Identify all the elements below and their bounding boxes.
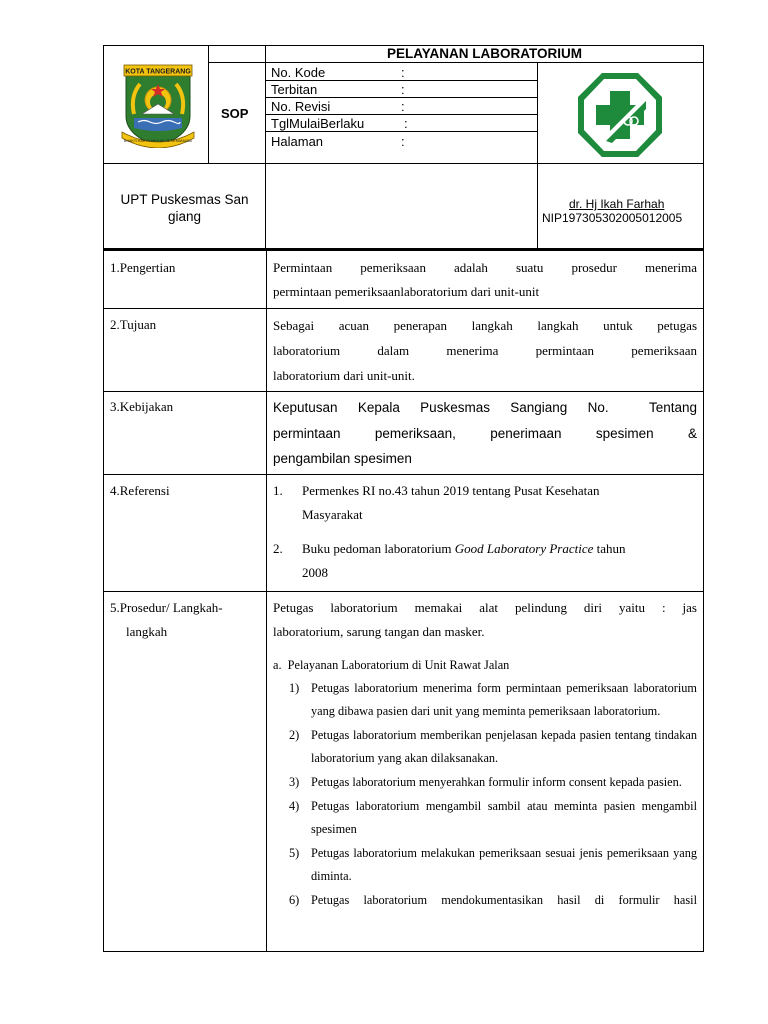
referensi-item-text: tahun bbox=[593, 541, 626, 556]
org-name-line1: UPT Puskesmas San bbox=[120, 192, 249, 207]
procedure-step bbox=[273, 771, 697, 794]
signer-name: dr. Hj Ikah Farhah bbox=[569, 197, 665, 211]
referensi-item-line1: Permenkes RI no.43 tahun 2019 tentang Pusat Kesehatan bbox=[302, 483, 600, 498]
row-prosedur bbox=[103, 592, 704, 952]
kebijakan-line2: permintaan pemeriksaan, penerimaan spesimen & bbox=[273, 425, 697, 441]
procedure-step-number: 1) bbox=[289, 681, 300, 695]
emblem-banner-text: KOTA TANGERANG bbox=[125, 68, 191, 76]
procedure-step bbox=[273, 842, 697, 888]
kota-tangerang-emblem-icon bbox=[120, 62, 196, 148]
field-no-revisi: No. Revisi bbox=[271, 99, 331, 114]
kebijakan-line1: Keputusan Kepala Puskesmas Sangiang No. Tentang bbox=[273, 400, 697, 415]
referensi-item-italic: Good Laboratory Practice bbox=[454, 541, 594, 556]
puskesmas-logo-icon bbox=[572, 69, 668, 161]
prosedur-label-line2: langkah bbox=[126, 624, 168, 639]
content-pengertian bbox=[273, 256, 697, 304]
procedure-step bbox=[273, 677, 697, 723]
field-colon: : bbox=[401, 65, 405, 80]
procedure-step bbox=[273, 795, 697, 841]
prosedur-sub-a: a. Pelayanan Laboratorium di Unit Rawat Jalan bbox=[273, 658, 510, 672]
referensi-item-number: 2. bbox=[273, 541, 283, 556]
pengertian-line1: Permintaan pemeriksaan adalah suatu prosedur menerima bbox=[273, 260, 697, 275]
org-name-line2: giang bbox=[167, 209, 202, 224]
field-terbitan: Terbitan bbox=[271, 82, 318, 97]
prosedur-intro-line1: Petugas laboratorium memakai alat pelindung diri yaitu : jas bbox=[273, 600, 697, 615]
prosedur-steps bbox=[273, 677, 697, 912]
label-prosedur bbox=[110, 596, 223, 644]
procedure-step-number: 6) bbox=[289, 893, 300, 907]
row-referensi bbox=[103, 475, 704, 592]
field-halaman: Halaman bbox=[271, 134, 324, 149]
prosedur-intro-line2: laboratorium, sarung tangan dan masker. bbox=[273, 624, 485, 639]
procedure-step-text: Petugas laboratorium memberikan penjelasan kepada pasien tentang tindakan laboratorium yang akan dilaksanakan. bbox=[311, 728, 697, 765]
procedure-step-text: Petugas laboratorium mengambil sambil atau meminta pasien mengambil spesimen bbox=[311, 799, 697, 836]
field-no-kode: No. Kode bbox=[271, 65, 326, 80]
referensi-item bbox=[273, 479, 697, 527]
prosedur-label-line1: 5.Prosedur/ Langkah- bbox=[110, 600, 223, 615]
label-pengertian: 1.Pengertian bbox=[110, 260, 176, 275]
referensi-item-line2: Masyarakat bbox=[302, 507, 363, 522]
pengertian-line2: permintaan pemeriksaanlaboratorium dari unit-unit bbox=[273, 284, 540, 299]
signer-nip: NIP197305302005012005 bbox=[542, 211, 683, 225]
row-kebijakan bbox=[103, 392, 704, 475]
row-pengertian bbox=[103, 249, 704, 309]
sop-header-table bbox=[103, 45, 704, 249]
procedure-step-number: 2) bbox=[289, 728, 300, 742]
referensi-list bbox=[273, 479, 697, 585]
procedure-step-text: Petugas laboratorium menerima form permintaan pemeriksaan laboratorium yang dibawa pasien dari unit yang meminta pemeriksaan laboratorium. bbox=[311, 681, 697, 718]
procedure-step-text: Petugas laboratorium mendokumentasikan hasil di formulir hasil bbox=[311, 893, 697, 907]
field-colon: : bbox=[401, 82, 405, 97]
field-colon: : bbox=[404, 116, 408, 131]
procedure-step-number: 5) bbox=[289, 846, 300, 860]
procedure-step-text: Petugas laboratorium menyerahkan formulir inform consent kepada pasien. bbox=[311, 775, 682, 789]
procedure-step bbox=[273, 724, 697, 770]
procedure-step-text: Petugas laboratorium melakukan pemeriksaan sesuai jenis pemeriksaan yang diminta. bbox=[311, 846, 697, 883]
content-kebijakan bbox=[273, 395, 697, 472]
referensi-item bbox=[273, 537, 697, 585]
tujuan-line3: laboratorium dari unit-unit. bbox=[273, 368, 415, 383]
label-referensi: 4.Referensi bbox=[110, 483, 170, 498]
content-prosedur bbox=[273, 596, 697, 912]
emblem-ribbon-text: BHAKTI KARYA AKHLAK KETA MANUSIA bbox=[124, 139, 192, 143]
referensi-item-number: 1. bbox=[273, 483, 283, 498]
field-colon: : bbox=[401, 134, 405, 149]
referensi-item-line2: 2008 bbox=[302, 565, 328, 580]
kebijakan-line3: pengambilan spesimen bbox=[273, 451, 412, 466]
tujuan-line1: Sebagai acuan penerapan langkah langkah untuk petugas bbox=[273, 318, 697, 333]
procedure-step-number: 4) bbox=[289, 799, 300, 813]
content-tujuan bbox=[273, 313, 697, 388]
referensi-item-text: Buku pedoman laboratorium bbox=[302, 541, 455, 556]
referensi-item-line1 bbox=[302, 537, 697, 561]
page-title: PELAYANAN LABORATORIUM bbox=[386, 46, 583, 61]
tujuan-line2: laboratorium dalam menerima permintaan pemeriksaan bbox=[273, 343, 697, 358]
label-tujuan: 2.Tujuan bbox=[110, 317, 157, 332]
field-colon: : bbox=[401, 99, 405, 114]
procedure-step-number: 3) bbox=[289, 775, 300, 789]
label-kebijakan: 3.Kebijakan bbox=[110, 399, 174, 414]
field-tgl-mulai-berlaku: TglMulaiBerlaku bbox=[271, 116, 365, 131]
row-tujuan bbox=[103, 309, 704, 392]
sop-label: SOP bbox=[221, 106, 249, 121]
procedure-step bbox=[273, 889, 697, 912]
